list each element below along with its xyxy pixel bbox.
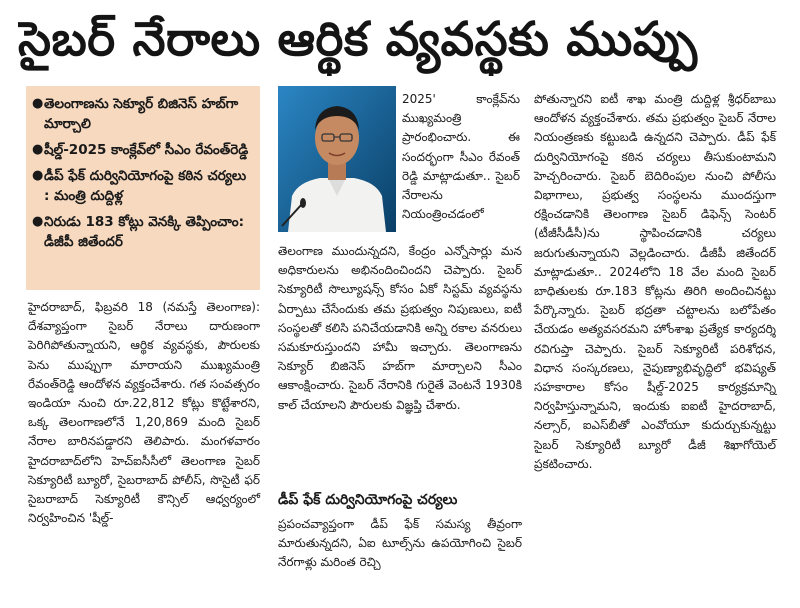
article-column-2-top xyxy=(402,90,520,224)
highlight-text: తెలంగాణను సెక్యూర్ బిజినెస్ హబ్‌గా మార్చాలి xyxy=(44,96,239,132)
paragraph: ప్రపంచవ్యాప్తంగా డీప్ ఫేక్ సమస్య తీవ్రంగా మారుతున్నదని, ఏఐ టూల్స్‌ను ఉపయోగించి సైబర్ నేరగాళ్లు మరింత రెచ్చి xyxy=(278,517,522,570)
bullet-icon: ● xyxy=(32,214,44,229)
article-column-1 xyxy=(28,298,260,528)
paragraph: హైదరాబాద్, ఫిబ్రవరి 18 (నమస్తే తెలంగాణ): దేశవ్యాప్తంగా సైబర్ నేరాలు దారుణంగా పెరిగిపోతున్నాయని, ఆర్థిక వ్యవస్థకు, పౌరులకు పెను ముప్పుగా మారాయని ముఖ్యమంత్రి రేవంత్‌రెడ్డి ఆందోళన వ్యక్తంచేశారు. గత సంవత్సరం ఇండియా నుంచి రూ.22,812 కోట్లు కొట్టేశారని, ఒక్క తెలంగాణలోనే 1,20,869 మంది సైబర్ నేరాల బారినపడ్డారని తెలిపారు. మంగళవారం హైదరాబాద్‌లోని హెచ్ఐసీసీలో తెలంగాణ సైబర్ సెక్యూరిటీ బ్యూరో, సైబరాబాద్ పోలీస్, సొసైటీ ఫర్ సైబరాబాద్ సెక్యూరిటీ కౌన్సిల్ ఆధ్వర్యంలో నిర్వహించిన 'షీల్డ్- xyxy=(28,300,260,526)
portrait-illustration xyxy=(278,86,396,232)
headline: సైబర్ నేరాలు ఆర్థిక వ్యవస్థకు ముప్పు xyxy=(18,12,698,67)
highlight-item xyxy=(32,140,254,160)
highlight-text: నిరుడు 183 కోట్లు వెనక్కి తెప్పించాం: డీజీపీ జితేందర్ xyxy=(44,214,245,250)
paragraph: తెలంగాణ ముందున్నదని, కేంద్రం ఎన్నోసార్లు మన అధికారులను అభినందించిందని చెప్పారు. సైబర్ సెక్యూరిటీ సొల్యూషన్స్ కోసం ఏకో సిస్టమ్ వ్యవస్థను ఏర్పాటు చేసేందుకు తమ ప్రభుత్వం నిపుణులు, ఐటీ సంస్థలతో కలిసి పనిచేయడానికి అన్ని రకాల వనరులు సమకూరుస్తుందని హామీ ఇచ్చారు. తెలంగాణను సెక్యూర్ బిజినెస్ హబ్‌గా మార్చాలని సీఎం ఆకాంక్షించారు. సైబర్ నేరానికి గురైతే వెంటనే 1930కి కాల్ చేయాలని పౌరులకు విజ్ఞప్తి చేశారు. xyxy=(278,244,522,412)
bullet-icon: ● xyxy=(32,168,44,183)
section-subheading: డీప్ ఫేక్ దుర్వినియోగంపై చర్యలు xyxy=(278,492,458,508)
highlight-text: డీప్ ఫేక్ దుర్వినియోగంపై కఠిన చర్యలు : మంత్రి దుద్దిళ్ల xyxy=(44,168,247,204)
highlight-text: షీల్డ్-2025 కాంక్లేవ్‌లో సీఎం రేవంత్‌రెడ్డి xyxy=(44,142,249,158)
paragraph: పోతున్నారని ఐటీ శాఖ మంత్రి దుద్దిళ్ల శ్రీధర్‌బాబు ఆందోళన వ్యక్తంచేశారు. తమ ప్రభుత్వం సైబర్ నేరాల నియంత్రణకు కట్టుబడి ఉన్నదని చెప్పారు. డీప్ ఫేక్ దుర్వినియోగంపై కఠిన చర్యలు తీసుకుంటామని హెచ్చరించారు. సైబర్ బెదిరింపుల నుంచి పోలీసు విభాగాలు, ప్రభుత్వ సంస్థలను ముందస్తుగా రక్షించడానికి తెలంగాణ సైబర్ డిఫెన్స్ సెంటర్ (టీజీసీడీసీ)ను స్థాపించడానికి చర్యలు జరుగుతున్నాయని వెల్లడించారు. డీజీపీ జితేందర్ మాట్లాడుతూ.. 2024లోని 18 వేల మంది సైబర్ బాధితులకు రూ.183 కోట్లను తిరిగి అందించినట్టు పేర్కొన్నారు. సైబర్ భద్రతా చట్టాలను బలోపేతం చేయడం అత్యవసరమని హోంశాఖ ప్రత్యేక కార్యదర్శి రవిగుప్తా చెప్పారు. సైబర్ సెక్యూరిటీ పరిశోధన, విధాన సంస్కరణలు, నైపుణ్యాభివృద్ధిలో భవిష్యత్ సహకారాల కోసం షీల్డ్-2025 కార్యక్రమాన్ని నిర్వహిస్తున్నామని, ఇందుకు ఐఐటీ హైదరాబాద్, నల్సార్, ఐఎస్‌బీతో ఎంవోయూ కుదుర్చుకున్నట్టు సైబర్ సెక్యూరిటీ బ్యూరో డీజీ శిఖాగోయెల్ ప్రకటించారు. xyxy=(534,92,776,471)
article-column-2-continued xyxy=(278,515,522,573)
article-column-3 xyxy=(534,90,776,474)
highlights-box xyxy=(26,86,260,290)
article-column-2 xyxy=(278,242,522,415)
bullet-icon: ● xyxy=(32,96,44,111)
chief-minister-photo xyxy=(278,86,396,232)
highlight-item xyxy=(32,94,254,134)
highlight-item xyxy=(32,166,254,206)
bullet-icon: ● xyxy=(32,142,44,157)
paragraph: 2025' కాంక్లేవ్‌ను ముఖ్యమంత్రి ప్రారంభించారు. ఈ సందర్భంగా సీఎం రేవంత్ రెడ్డి మాట్లాడుతూ.. సైబర్ నేరాలను నియంత్రించడంలో xyxy=(402,92,520,222)
highlight-item xyxy=(32,212,254,252)
